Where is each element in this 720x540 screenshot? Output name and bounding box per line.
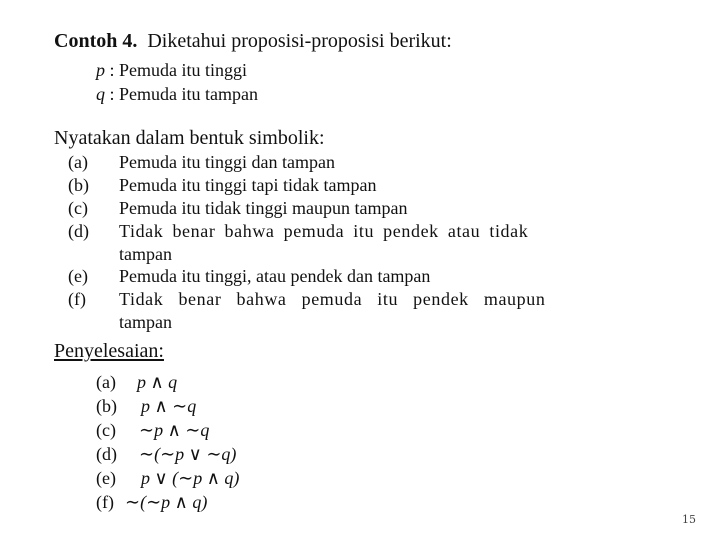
item-text-f-line2: tampan	[119, 312, 172, 332]
example-title	[54, 30, 452, 53]
solution-label-f: (f)	[96, 492, 114, 512]
item-text-f-line1: Tidak benar bahwa pemuda itu pendek maupun	[119, 289, 546, 309]
example-label: Contoh 4.	[54, 30, 138, 52]
item-label-f: (f)	[68, 289, 86, 309]
solution-expr-f: ∼(∼p ∧ q)	[125, 492, 208, 512]
solution-expr-d: ∼(∼p ∨ ∼q)	[139, 444, 237, 464]
item-label-b: (b)	[68, 175, 89, 195]
item-text-b: Pemuda itu tinggi tapi tidak tampan	[119, 175, 377, 195]
solution-label-e: (e)	[96, 468, 116, 488]
proposition-text: : Pemuda itu tampan	[109, 84, 258, 104]
proposition-var: q	[96, 84, 105, 104]
page-number: 15	[682, 513, 696, 526]
item-label-c: (c)	[68, 198, 88, 218]
solution-heading: Penyelesaian:	[54, 340, 164, 362]
instruction-heading: Nyatakan dalam bentuk simbolik:	[54, 127, 325, 149]
item-label-e: (e)	[68, 266, 88, 286]
solution-label-d: (d)	[96, 444, 117, 464]
solution-expr-a: p ∧ q	[137, 372, 178, 392]
solution-expr-c: ∼p ∧ ∼q	[139, 420, 210, 440]
item-text-e: Pemuda itu tinggi, atau pendek dan tampan	[119, 266, 431, 286]
item-label-d: (d)	[68, 221, 89, 241]
item-text-d-line2: tampan	[119, 244, 172, 264]
proposition-text: : Pemuda itu tinggi	[109, 60, 247, 80]
solution-label-a: (a)	[96, 372, 116, 392]
example-intro: Diketahui proposisi-proposisi berikut:	[147, 30, 452, 52]
proposition-var: p	[96, 60, 105, 80]
solution-expr-e: p ∨ (∼p ∧ q)	[141, 468, 240, 488]
item-text-c: Pemuda itu tidak tinggi maupun tampan	[119, 198, 408, 218]
solution-expr-b: p ∧ ∼q	[141, 396, 197, 416]
item-text-d-line1: Tidak benar bahwa pemuda itu pendek atau tidak	[119, 221, 529, 241]
solution-label-c: (c)	[96, 420, 116, 440]
item-label-a: (a)	[68, 152, 88, 172]
item-text-a: Pemuda itu tinggi dan tampan	[119, 152, 335, 172]
proposition-q	[96, 84, 258, 105]
proposition-p	[96, 60, 247, 81]
solution-label-b: (b)	[96, 396, 117, 416]
